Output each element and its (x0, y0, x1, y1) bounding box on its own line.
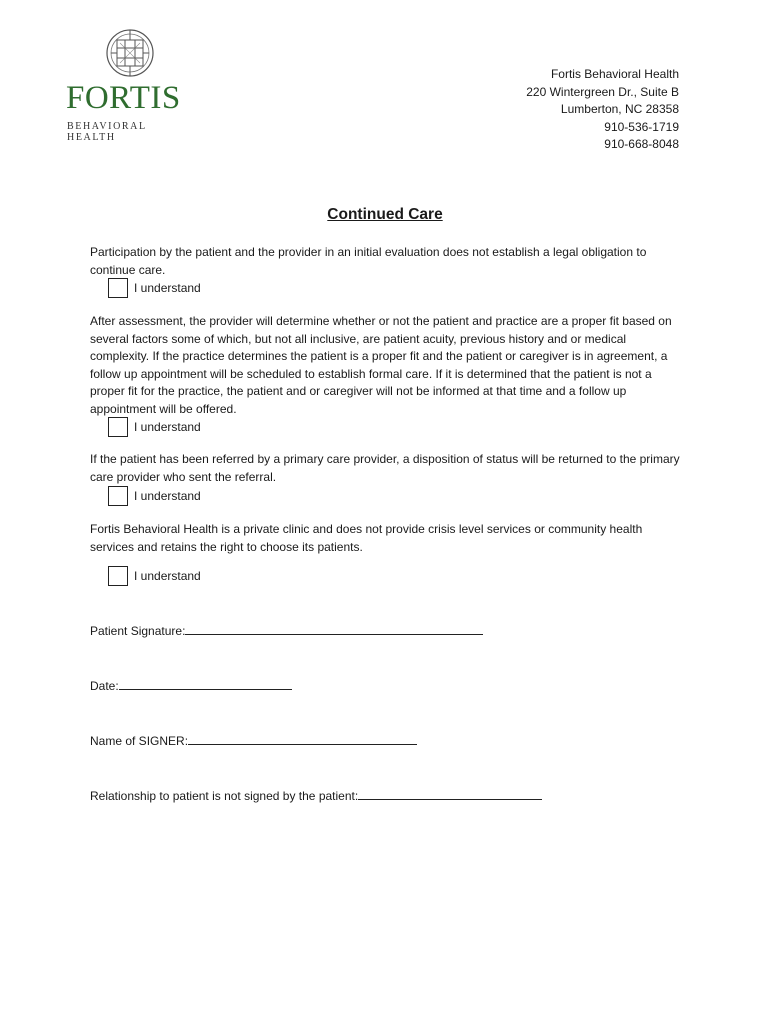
clinic-address-block (526, 66, 679, 154)
logo-wordmark: FORTIS (66, 80, 181, 116)
acknowledge-row (108, 416, 201, 438)
celtic-knot-icon (104, 26, 156, 80)
signer-name-line[interactable] (188, 732, 417, 745)
checkbox-label: I understand (134, 489, 201, 503)
city-state-zip: Lumberton, NC 28358 (560, 102, 679, 116)
understand-checkbox[interactable] (108, 278, 128, 298)
section-text: After assessment, the provider will determine whether or not the patient and practice are a proper fit based on several factors some of which, but not all inclusive, are patient acuity, previous history and or medical complexity. If the practice determines the patient is a proper fit and the patient or caregiver is in agreement, a follow up appointment will be scheduled to establish formal care. If it is determined that the patient is not a proper fit for the practice, the patient and or caregiver will not be informed at that time and a follow up appointment will be offered. (90, 314, 672, 416)
understand-checkbox[interactable] (108, 566, 128, 586)
field-label: Date: (90, 679, 119, 693)
understand-checkbox[interactable] (108, 486, 128, 506)
page-title: Continued Care (327, 206, 443, 223)
phone-number: 910-668-8048 (604, 137, 679, 151)
logo-subtitle: BEHAVIORAL HEALTH (67, 121, 147, 143)
section-text: Fortis Behavioral Health is a private clinic and does not provide crisis level services or community health services and retains the right to choose its patients. (90, 522, 643, 554)
field-label: Patient Signature: (90, 624, 186, 638)
section-text: If the patient has been referred by a primary care provider, a disposition of status will be returned to the primary care provider who sent the referral. (90, 452, 680, 484)
acknowledge-row (108, 485, 201, 507)
clinic-name: Fortis Behavioral Health (550, 67, 679, 81)
acknowledge-row (108, 277, 201, 299)
checkbox-label: I understand (134, 569, 201, 583)
fortis-logo (66, 26, 196, 143)
date-field (90, 677, 292, 695)
field-label: Relationship to patient is not signed by the patient: (90, 789, 359, 803)
acknowledge-row (108, 565, 201, 587)
relationship-field (90, 787, 542, 805)
checkbox-label: I understand (134, 281, 201, 295)
understand-checkbox[interactable] (108, 417, 128, 437)
relationship-line[interactable] (358, 787, 542, 800)
checkbox-label: I understand (134, 420, 201, 434)
section-text: Participation by the patient and the provider in an initial evaluation does not establish a legal obligation to continue care. (90, 245, 647, 277)
phone-number: 910-536-1719 (604, 119, 679, 134)
street-address: 220 Wintergreen Dr., Suite B (526, 84, 679, 99)
field-label: Name of SIGNER: (90, 734, 189, 748)
date-line[interactable] (119, 677, 292, 690)
patient-signature-field (90, 622, 483, 640)
signer-name-field (90, 732, 417, 750)
patient-signature-line[interactable] (185, 622, 483, 635)
